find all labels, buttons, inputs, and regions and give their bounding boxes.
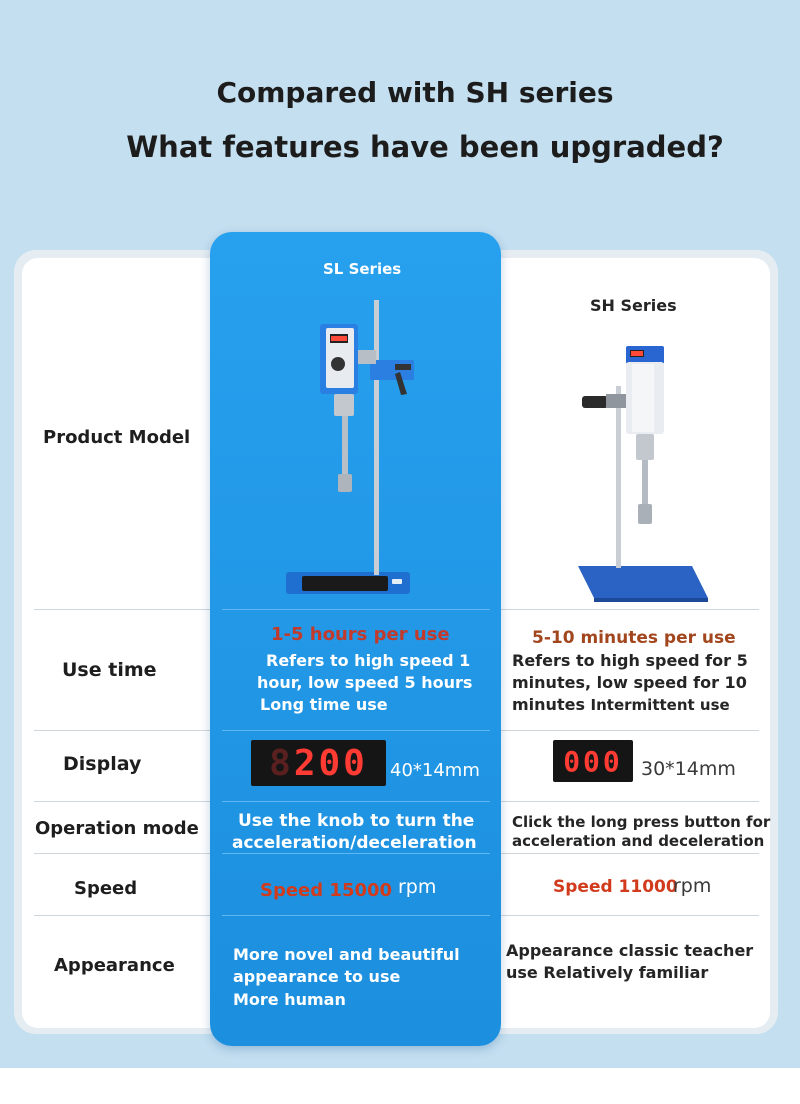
- sh-use-time-line-3: minutes Intermittent use: [512, 695, 730, 714]
- heading-line-1: Compared with SH series: [216, 76, 614, 109]
- heading-line-2: What features have been upgraded?: [126, 130, 724, 164]
- label-operation-mode: Operation mode: [35, 818, 199, 839]
- sl-use-time-line-2: hour, low speed 5 hours: [257, 673, 473, 692]
- sh-use-time-headline: 5-10 minutes per use: [532, 628, 736, 648]
- row-divider: [222, 915, 490, 916]
- row-divider: [34, 730, 210, 731]
- sh-led-display: 000: [553, 740, 633, 782]
- row-divider: [501, 609, 759, 610]
- sl-series-title: SL Series: [323, 260, 402, 278]
- sh-operation-line-1: Click the long press button for: [512, 813, 771, 831]
- row-divider: [34, 853, 210, 854]
- sh-operation-line-2: acceleration and deceleration: [512, 832, 765, 850]
- label-product-model: Product Model: [43, 427, 191, 448]
- sl-appearance-line-3: More human: [233, 990, 346, 1009]
- sh-homogenizer-image: [574, 336, 714, 604]
- sl-display-size: 40*14mm: [390, 760, 480, 781]
- sl-led-display: 8 200: [251, 740, 386, 786]
- row-divider: [222, 609, 490, 610]
- row-divider: [222, 801, 490, 802]
- sh-display-size: 30*14mm: [641, 758, 736, 780]
- sh-series-title: SH Series: [590, 296, 677, 315]
- sh-appearance-line-1: Appearance classic teacher: [506, 941, 754, 960]
- sl-speed-unit: rpm: [398, 876, 437, 898]
- sl-operation-line-1: Use the knob to turn the: [238, 811, 475, 831]
- row-divider: [501, 853, 759, 854]
- sl-homogenizer-image: [282, 290, 418, 600]
- sh-use-time-line-2: minutes, low speed for 10: [512, 673, 747, 692]
- sl-appearance-line-1: More novel and beautiful: [233, 945, 460, 964]
- row-divider: [501, 915, 759, 916]
- sl-appearance-line-2: appearance to use: [233, 967, 401, 986]
- sl-use-time-line-3: Long time use: [260, 695, 388, 714]
- row-divider: [501, 801, 759, 802]
- row-divider: [501, 730, 759, 731]
- label-use-time: Use time: [62, 659, 157, 681]
- sl-use-time-line-1: Refers to high speed 1: [266, 651, 471, 670]
- label-appearance: Appearance: [54, 955, 175, 976]
- row-divider: [222, 730, 490, 731]
- row-divider: [34, 801, 210, 802]
- sh-speed-unit: rpm: [673, 875, 712, 897]
- sl-speed-value: Speed 15000: [260, 880, 393, 901]
- bottom-band: [0, 1068, 800, 1104]
- sh-appearance-line-2: use Relatively familiar: [506, 963, 709, 982]
- sh-use-time-line-1: Refers to high speed for 5: [512, 651, 748, 670]
- sh-speed-value: Speed 11000: [553, 877, 678, 897]
- sl-use-time-headline: 1-5 hours per use: [271, 624, 450, 645]
- row-divider: [34, 609, 210, 610]
- sl-operation-line-2: acceleration/deceleration: [232, 833, 477, 853]
- label-display: Display: [63, 753, 142, 775]
- row-divider: [34, 915, 210, 916]
- label-speed: Speed: [74, 878, 138, 899]
